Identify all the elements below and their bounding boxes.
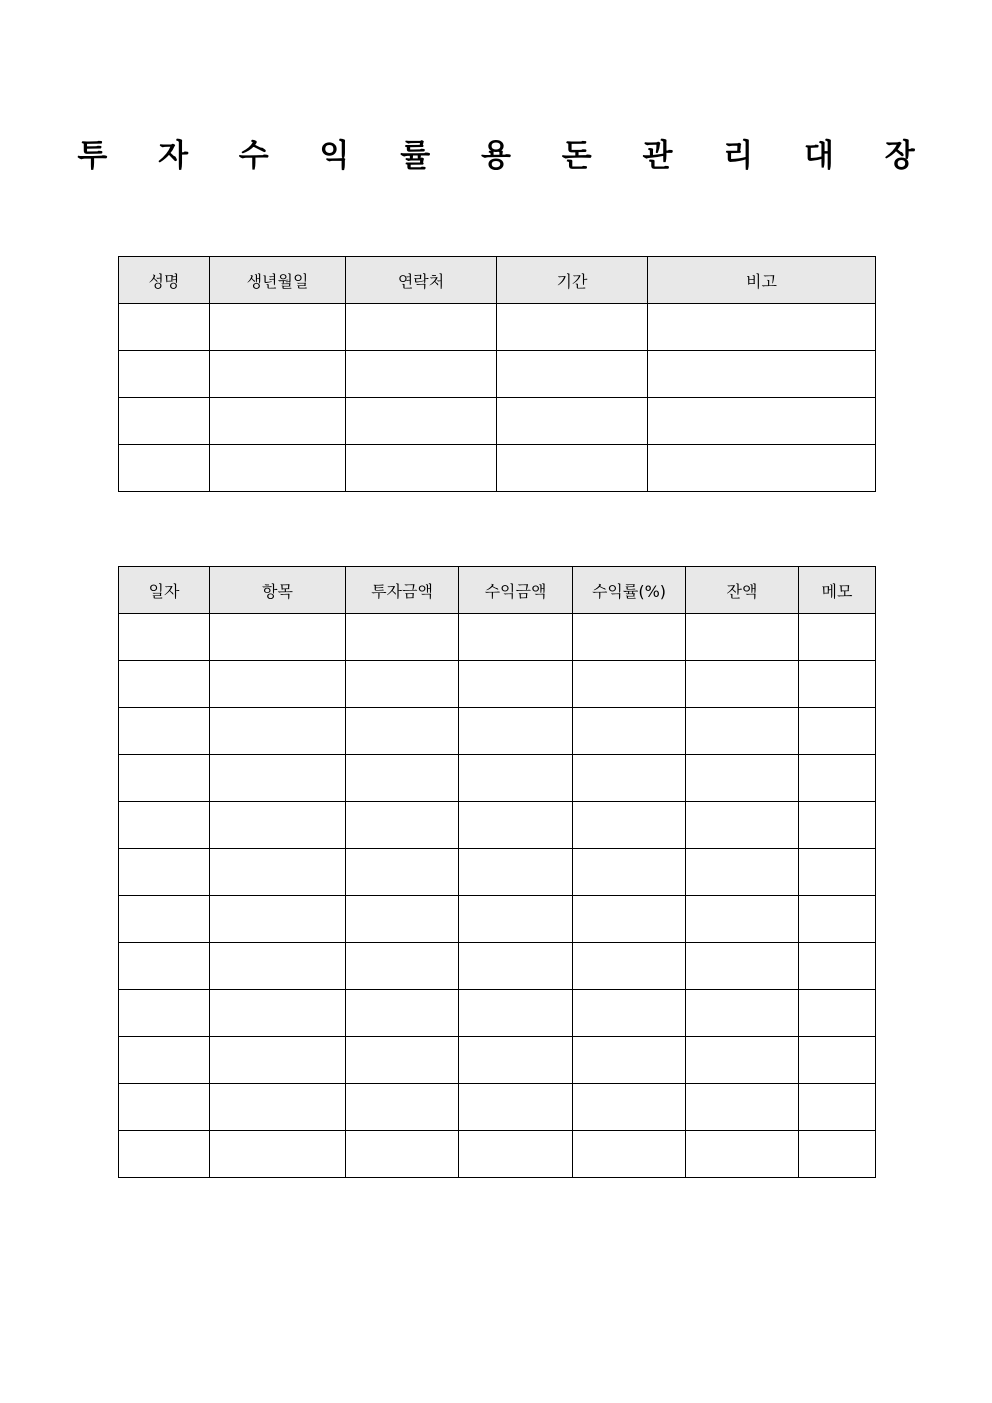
table-cell[interactable] (459, 614, 573, 661)
table-cell[interactable] (119, 1037, 210, 1084)
table-cell[interactable] (459, 802, 573, 849)
table-cell[interactable] (210, 990, 346, 1037)
table-cell[interactable] (119, 614, 210, 661)
table-cell[interactable] (686, 708, 799, 755)
table-cell[interactable] (119, 802, 210, 849)
table-cell[interactable] (686, 1131, 799, 1178)
header-investment-amount: 투자금액 (346, 567, 459, 614)
table-cell[interactable] (346, 398, 497, 445)
table-cell[interactable] (119, 398, 210, 445)
table-row (119, 755, 876, 802)
table-cell[interactable] (648, 445, 876, 492)
table-row (119, 1131, 876, 1178)
table-cell[interactable] (210, 398, 346, 445)
table-cell[interactable] (210, 614, 346, 661)
page-title: 투 자 수 익 률 용 돈 관 리 대 장 (77, 138, 935, 174)
table-cell[interactable] (119, 896, 210, 943)
table-cell[interactable] (686, 661, 799, 708)
table-cell[interactable] (210, 849, 346, 896)
table-cell[interactable] (210, 351, 346, 398)
table-cell[interactable] (210, 1037, 346, 1084)
table-cell[interactable] (686, 802, 799, 849)
table-row (119, 1084, 876, 1131)
table-cell[interactable] (648, 304, 876, 351)
table-row (119, 614, 876, 661)
table-row (119, 1037, 876, 1084)
personal-header-row (119, 257, 876, 304)
table-cell[interactable] (346, 896, 459, 943)
table-cell[interactable] (346, 802, 459, 849)
table-cell[interactable] (346, 351, 497, 398)
table-cell[interactable] (573, 614, 686, 661)
table-cell[interactable] (573, 990, 686, 1037)
table-row (119, 943, 876, 990)
table-cell[interactable] (459, 661, 573, 708)
table-cell[interactable] (346, 1084, 459, 1131)
table-cell[interactable] (573, 1131, 686, 1178)
table-cell[interactable] (799, 943, 876, 990)
table-cell[interactable] (119, 755, 210, 802)
table-cell[interactable] (346, 849, 459, 896)
table-cell[interactable] (799, 802, 876, 849)
table-cell[interactable] (119, 990, 210, 1037)
header-remarks: 비고 (648, 257, 876, 304)
header-return-rate: 수익률(%) (573, 567, 686, 614)
table-cell[interactable] (210, 708, 346, 755)
table-cell[interactable] (686, 755, 799, 802)
table-cell[interactable] (799, 849, 876, 896)
header-name: 성명 (119, 257, 210, 304)
table-cell[interactable] (573, 708, 686, 755)
personal-info-table (118, 256, 876, 492)
table-cell[interactable] (210, 755, 346, 802)
table-cell[interactable] (346, 943, 459, 990)
table-cell[interactable] (573, 896, 686, 943)
table-cell[interactable] (497, 445, 648, 492)
ledger-header-row (119, 567, 876, 614)
table-cell[interactable] (686, 990, 799, 1037)
table-cell[interactable] (459, 943, 573, 990)
table-cell[interactable] (346, 661, 459, 708)
table-cell[interactable] (686, 1037, 799, 1084)
table-cell[interactable] (573, 1037, 686, 1084)
table-cell[interactable] (210, 1084, 346, 1131)
table-row (119, 661, 876, 708)
table-cell[interactable] (210, 445, 346, 492)
header-birthdate: 생년월일 (210, 257, 346, 304)
table-cell[interactable] (648, 398, 876, 445)
header-date: 일자 (119, 567, 210, 614)
table-cell[interactable] (119, 445, 210, 492)
table-cell[interactable] (497, 351, 648, 398)
table-cell[interactable] (346, 445, 497, 492)
table-row (119, 990, 876, 1037)
table-cell[interactable] (799, 990, 876, 1037)
table-cell[interactable] (119, 351, 210, 398)
table-cell[interactable] (799, 755, 876, 802)
table-cell[interactable] (210, 661, 346, 708)
table-cell[interactable] (459, 1084, 573, 1131)
table-cell[interactable] (497, 304, 648, 351)
header-balance: 잔액 (686, 567, 799, 614)
table-cell[interactable] (210, 896, 346, 943)
header-profit-amount: 수익금액 (459, 567, 573, 614)
table-cell[interactable] (346, 1037, 459, 1084)
table-cell[interactable] (573, 661, 686, 708)
table-cell[interactable] (686, 896, 799, 943)
table-cell[interactable] (686, 1084, 799, 1131)
table-cell[interactable] (573, 943, 686, 990)
table-cell[interactable] (119, 661, 210, 708)
table-cell[interactable] (119, 1084, 210, 1131)
table-cell[interactable] (210, 304, 346, 351)
table-cell[interactable] (119, 304, 210, 351)
table-cell[interactable] (346, 614, 459, 661)
table-row (119, 304, 876, 351)
table-cell[interactable] (210, 802, 346, 849)
table-cell[interactable] (459, 1037, 573, 1084)
header-item: 항목 (210, 567, 346, 614)
table-cell[interactable] (799, 708, 876, 755)
table-cell[interactable] (459, 708, 573, 755)
table-cell[interactable] (119, 943, 210, 990)
table-cell[interactable] (799, 614, 876, 661)
table-cell[interactable] (686, 614, 799, 661)
table-cell[interactable] (459, 1131, 573, 1178)
table-cell[interactable] (119, 1131, 210, 1178)
table-cell[interactable] (346, 990, 459, 1037)
table-row (119, 351, 876, 398)
header-memo: 메모 (799, 567, 876, 614)
table-cell[interactable] (648, 351, 876, 398)
table-cell[interactable] (459, 990, 573, 1037)
header-contact: 연락처 (346, 257, 497, 304)
table-row (119, 708, 876, 755)
table-cell[interactable] (346, 755, 459, 802)
table-cell[interactable] (799, 896, 876, 943)
table-cell[interactable] (119, 849, 210, 896)
table-cell[interactable] (459, 896, 573, 943)
table-cell[interactable] (346, 304, 497, 351)
table-cell[interactable] (119, 708, 210, 755)
table-cell[interactable] (210, 1131, 346, 1178)
table-cell[interactable] (686, 943, 799, 990)
table-cell[interactable] (346, 708, 459, 755)
table-row (119, 896, 876, 943)
table-cell[interactable] (346, 1131, 459, 1178)
table-row (119, 398, 876, 445)
table-cell[interactable] (573, 849, 686, 896)
investment-ledger-table (118, 566, 876, 1178)
table-cell[interactable] (686, 849, 799, 896)
table-cell[interactable] (573, 1084, 686, 1131)
header-period: 기간 (497, 257, 648, 304)
table-cell[interactable] (799, 661, 876, 708)
table-cell[interactable] (497, 398, 648, 445)
table-cell[interactable] (799, 1037, 876, 1084)
table-cell[interactable] (459, 849, 573, 896)
table-cell[interactable] (799, 1084, 876, 1131)
table-cell[interactable] (573, 755, 686, 802)
table-cell[interactable] (210, 943, 346, 990)
table-row (119, 802, 876, 849)
table-cell[interactable] (459, 755, 573, 802)
table-row (119, 445, 876, 492)
table-cell[interactable] (799, 1131, 876, 1178)
table-cell[interactable] (573, 802, 686, 849)
table-row (119, 849, 876, 896)
